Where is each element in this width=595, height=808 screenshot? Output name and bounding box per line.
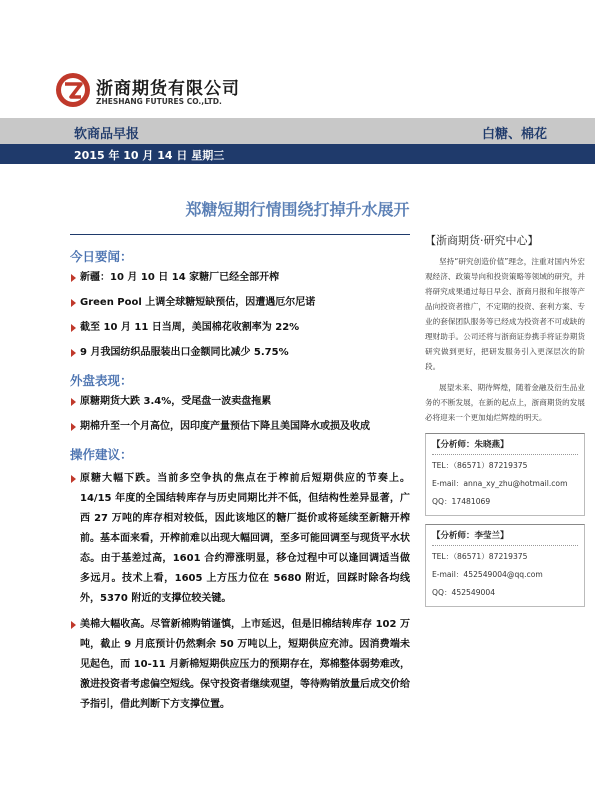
divider bbox=[70, 234, 410, 235]
analyst-tel: TEL：（86571）87219375 bbox=[432, 461, 528, 470]
bullet-arrow-icon bbox=[71, 349, 76, 357]
bullet-arrow-icon bbox=[71, 475, 76, 483]
bullet-arrow-icon bbox=[71, 299, 76, 307]
section-heading-today-news: 今日要闻： bbox=[70, 249, 133, 264]
section-heading-advice: 操作建议： bbox=[70, 447, 133, 462]
analyst-card bbox=[425, 433, 585, 516]
analyst-tel: TEL：（86571）87219375 bbox=[432, 552, 528, 561]
bullet-arrow-icon bbox=[71, 621, 76, 629]
list-item: 截至 10 月 11 日当周，美国棉花收割率为 22% bbox=[70, 321, 410, 335]
analyst-name: 【分析师：朱晓燕】 bbox=[432, 436, 578, 455]
report-topic: 白糖、棉花 bbox=[481, 127, 547, 142]
list-item: 9 月我国纺织品服装出口金额同比减少 5.75% bbox=[70, 346, 410, 360]
advice-paragraph-sugar: 原糖大幅下跌。当前多空争执的焦点在于榨前后短期供应的节奏上。14/15 年度的全国结转库存与历史同期比并不低，但结构性差异显著，广西 27 万吨的库存相对较低，因此该地区的糖厂挺价或将延续至新糖开榨前。基本面来看，开榨前难以出现大幅回调，至多可能回调至与现货平水状态。由于基差过高，1601 合约滞涨明显，移仓过程中可以逢回调适当做多远月。技术上看，1605 上方压力位在 5680 附近，回踩时除各均线外，5370 附近的支撑位较关键。 bbox=[70, 469, 410, 609]
list-item: Green Pool 上调全球糖短缺预估，因遭遇厄尔尼诺 bbox=[70, 296, 410, 310]
report-date: 2015 年 10 月 14 日 星期三 bbox=[74, 149, 225, 162]
bullet-arrow-icon bbox=[71, 398, 76, 406]
company-name-en: ZHESHANG FUTURES CO.,LTD. bbox=[96, 97, 222, 106]
list-item: 新疆：10 月 10 日 14 家糖厂已经全部开榨 bbox=[70, 271, 410, 285]
sidebar-paragraph: 展望未来、期待辉煌，随着金融及衍生品业务的不断发展，在新的起点上，浙商期货的发展必将迎来一个更加灿烂辉煌的明天。 bbox=[425, 383, 585, 422]
sidebar-paragraph: 坚持“研究创造价值”理念，注重对国内外宏观经济、政策导向和投资策略等领域的研究，并将研究成果通过每日早会、浙商月报和年报等产品向投资者推广，不定期的投资、套利方案、专业的套保团队服务等已经成为投资者不可或缺的理财助手。公司还将与浙商证券携手将证券期货研究做到更好，把研发服务引入更深层次的阶段。 bbox=[425, 257, 585, 371]
page-title: 郑糖短期行情围绕打掉升水展开 bbox=[185, 200, 410, 219]
main-content bbox=[70, 247, 410, 715]
analyst-card bbox=[425, 524, 585, 607]
bullet-arrow-icon bbox=[71, 324, 76, 332]
analyst-email[interactable]: E-mail：anna_xy_zhu@hotmail.com bbox=[432, 479, 568, 488]
sidebar bbox=[425, 232, 585, 607]
bullet-arrow-icon bbox=[71, 423, 76, 431]
bullet-arrow-icon bbox=[71, 274, 76, 282]
analyst-name: 【分析师：李莹兰】 bbox=[432, 527, 578, 546]
company-logo-icon bbox=[55, 72, 91, 108]
report-type: 软商品早报 bbox=[74, 127, 140, 142]
analyst-email[interactable]: E-mail：452549004@qq.com bbox=[432, 570, 543, 579]
analyst-qq: QQ：452549004 bbox=[432, 588, 496, 597]
list-item: 原糖期货大跌 3.4%，受尾盘一波卖盘拖累 bbox=[70, 395, 410, 409]
advice-paragraph-cotton: 美棉大幅收高。尽管新棉购销谨慎，上市延迟，但是旧棉结转库存 102 万吨，截止 9 月底预计仍然剩余 50 万吨以上，短期供应充沛。因消费端未见起色，而 10-11 月新棉短期供应压力的预期存在，郑棉整体弱势难改，激进投资者考虑偏空短线。保守投资者继续观望，等待购销放量后成交价给予指引，借此判断下方支撑位置。 bbox=[70, 615, 410, 715]
section-heading-external: 外盘表现： bbox=[70, 373, 133, 388]
analyst-qq: QQ：17481069 bbox=[432, 497, 491, 506]
list-item: 期棉升至一个月高位，因印度产量预估下降且美国降水或损及收成 bbox=[70, 420, 410, 434]
sidebar-title: 【浙商期货·研究中心】 bbox=[425, 234, 539, 247]
company-name-cn: 浙商期货有限公司 bbox=[96, 79, 240, 99]
